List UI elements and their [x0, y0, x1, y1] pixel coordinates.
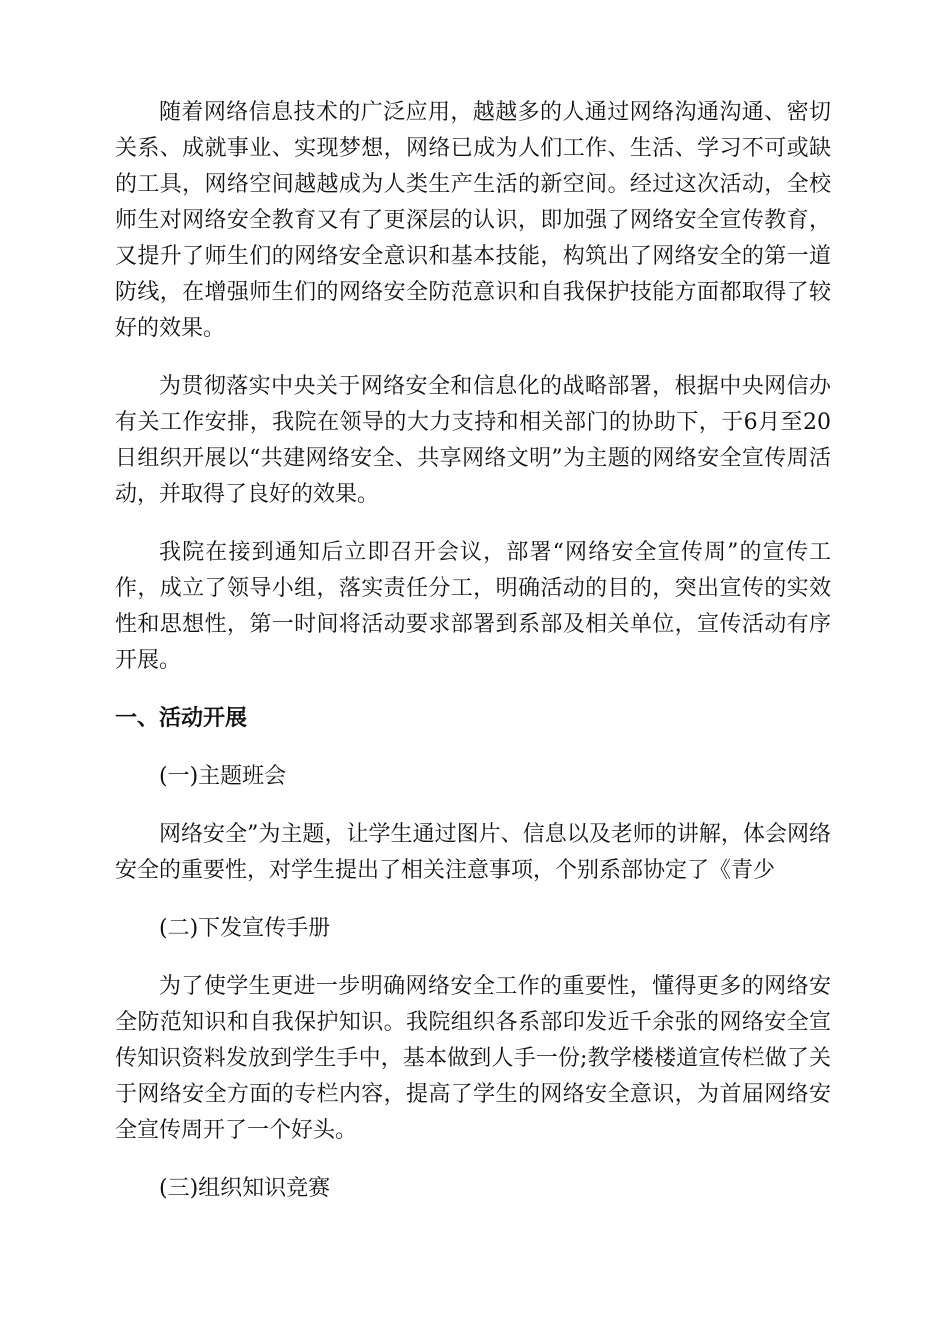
document-page [115, 95, 831, 1207]
subheading-class-meeting: (一)主题班会 [159, 764, 287, 789]
subheading-handbook: (二)下发宣传手册 [159, 916, 331, 941]
paragraph-meeting: 我院在接到通知后立即召开会议，部署“网络安全宣传周”的宣传工作，成立了领导小组，落实责任分工，明确活动的目的，突出宣传的实效性和思想性，第一时间将活动要求部署到系部及相关单位，宣传活动有序开展。 [115, 540, 831, 673]
paragraph-intro: 随着网络信息技术的广泛应用，越越多的人通过网络沟通沟通、密切关系、成就事业、实现梦想，网络已成为人们工作、生活、学习不可或缺的工具，网络空间越越成为人类生产生活的新空间。经过这次活动，全校师生对网络安全教育又有了更深层的认识，即加强了网络安全宣传教育，又提升了师生们的网络安全意识和基本技能，构筑出了网络安全的第一道防线，在增强师生们的网络安全防范意识和自我保护技能方面都取得了较好的效果。 [115, 100, 831, 341]
subheading-quiz: (三)组织知识竞赛 [159, 1176, 331, 1201]
section-heading-activities: 一、活动开展 [115, 706, 248, 731]
paragraph-deployment: 为贯彻落实中央关于网络安全和信息化的战略部署，根据中央网信办有关工作安排，我院在领导的大力支持和相关部门的协助下，于6月至20日组织开展以“共建网络安全、共享网络文明”为主题的网络安全宣传周活动，并取得了良好的效果。 [115, 374, 831, 507]
paragraph-class-meeting: 网络安全”为主题，让学生通过图片、信息以及老师的讲解，体会网络安全的重要性，对学生提出了相关注意事项，个别系部协定了《青少 [115, 822, 831, 883]
paragraph-handbook: 为了使学生更进一步明确网络安全工作的重要性，懂得更多的网络安全防范知识和自我保护知识。我院组织各系部印发近千余张的网络安全宣传知识资料发放到学生手中，基本做到人手一份;教学楼楼道宣传栏做了关于网络安全方面的专栏内容，提高了学生的网络安全意识，为首届网络安全宣传周开了一个好头。 [115, 974, 831, 1143]
